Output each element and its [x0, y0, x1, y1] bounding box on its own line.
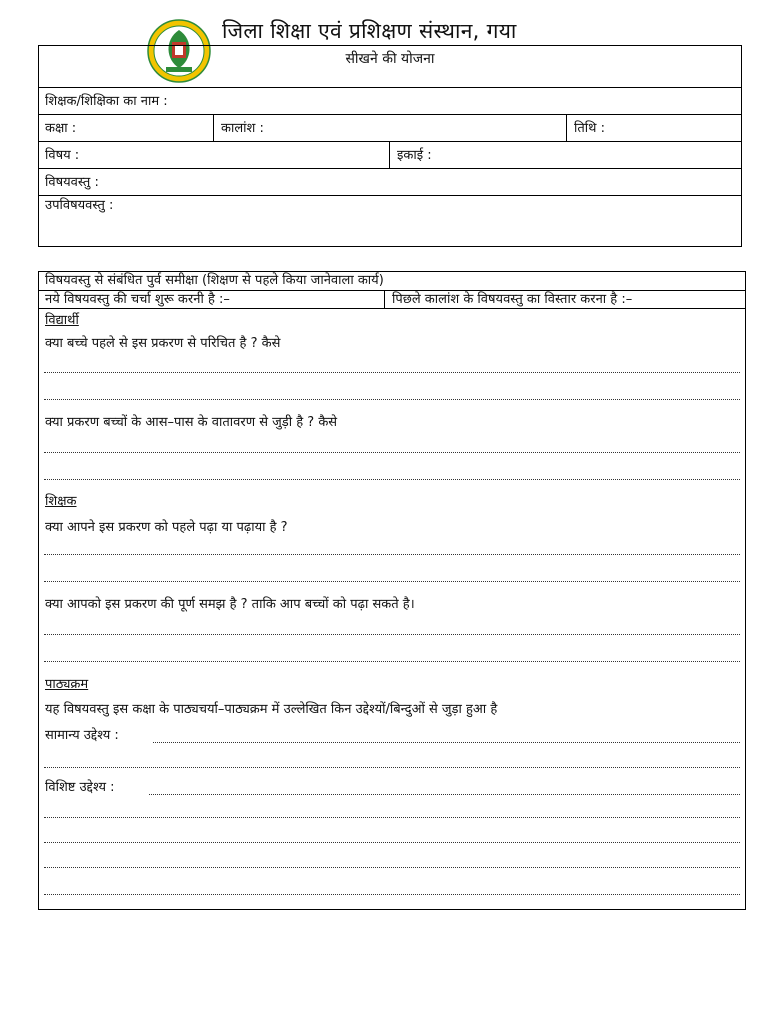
curriculum-question: यह विषयवस्तु इस कक्षा के पाठ्यचर्या–पाठ्यक्रम में उल्लेखित किन उद्देश्यों/बिन्दुओं से जुड़ा हुआ है — [45, 702, 498, 717]
subject-label: विषय : — [45, 148, 80, 163]
curriculum-section-heading: पाठ्यक्रम — [45, 677, 89, 692]
answer-line — [44, 581, 740, 582]
teacher-question-1: क्या आपने इस प्रकरण को पहले पढ़ा या पढ़ाया है ? — [45, 520, 288, 535]
subcontent-label: उपविषयवस्तु : — [45, 198, 114, 213]
answer-line — [149, 794, 740, 795]
answer-line — [44, 817, 740, 818]
specific-objective-label: विशिष्ट उद्देश्य : — [45, 780, 115, 795]
answer-line — [44, 372, 740, 373]
answer-line — [44, 634, 740, 635]
lesson-plan-table — [38, 271, 746, 910]
page-title: जिला शिक्षा एवं प्रशिक्षण संस्थान, गया — [222, 19, 517, 43]
new-topic-option: नये विषयवस्तु की चर्चा शुरू करनी है :– — [45, 292, 230, 307]
class-label: कक्षा : — [45, 121, 77, 136]
answer-line — [44, 554, 740, 555]
teacher-question-2: क्या आपको इस प्रकरण की पूर्ण समझ है ? ताकि आप बच्चों को पढ़ा सकते है। — [45, 597, 415, 612]
answer-line — [44, 767, 740, 768]
answer-line — [44, 842, 740, 843]
header-info-table — [38, 45, 742, 247]
form-subtitle: सीखने की योजना — [345, 51, 435, 67]
student-question-1: क्या बच्चे पहले से इस प्रकरण से परिचित है ? कैसे — [45, 336, 281, 351]
extend-previous-option: पिछले कालांश के विषयवस्तु का विस्तार करना है :– — [392, 292, 633, 307]
student-question-2: क्या प्रकरण बच्चों के आस–पास के वातावरण से जुड़ी है ? कैसे — [45, 415, 338, 430]
answer-line — [44, 399, 740, 400]
date-label: तिथि : — [574, 121, 605, 136]
answer-line — [44, 452, 740, 453]
review-heading: विषयवस्तु से संबंधित पुर्व समीक्षा (शिक्षण से पहले किया जानेवाला कार्य) — [45, 273, 384, 288]
answer-line — [44, 894, 740, 895]
answer-line — [44, 867, 740, 868]
content-label: विषयवस्तु : — [45, 175, 99, 190]
answer-line — [153, 742, 740, 743]
student-section-heading: विद्यार्थी — [45, 313, 79, 328]
answer-line — [44, 479, 740, 480]
teacher-name-label: शिक्षक/शिक्षिका का नाम : — [45, 94, 168, 109]
general-objective-label: सामान्य उद्देश्य : — [45, 728, 119, 743]
unit-label: इकाई : — [397, 148, 432, 163]
teacher-section-heading: शिक्षक — [45, 494, 77, 509]
answer-line — [44, 661, 740, 662]
period-label: कालांश : — [221, 121, 264, 136]
